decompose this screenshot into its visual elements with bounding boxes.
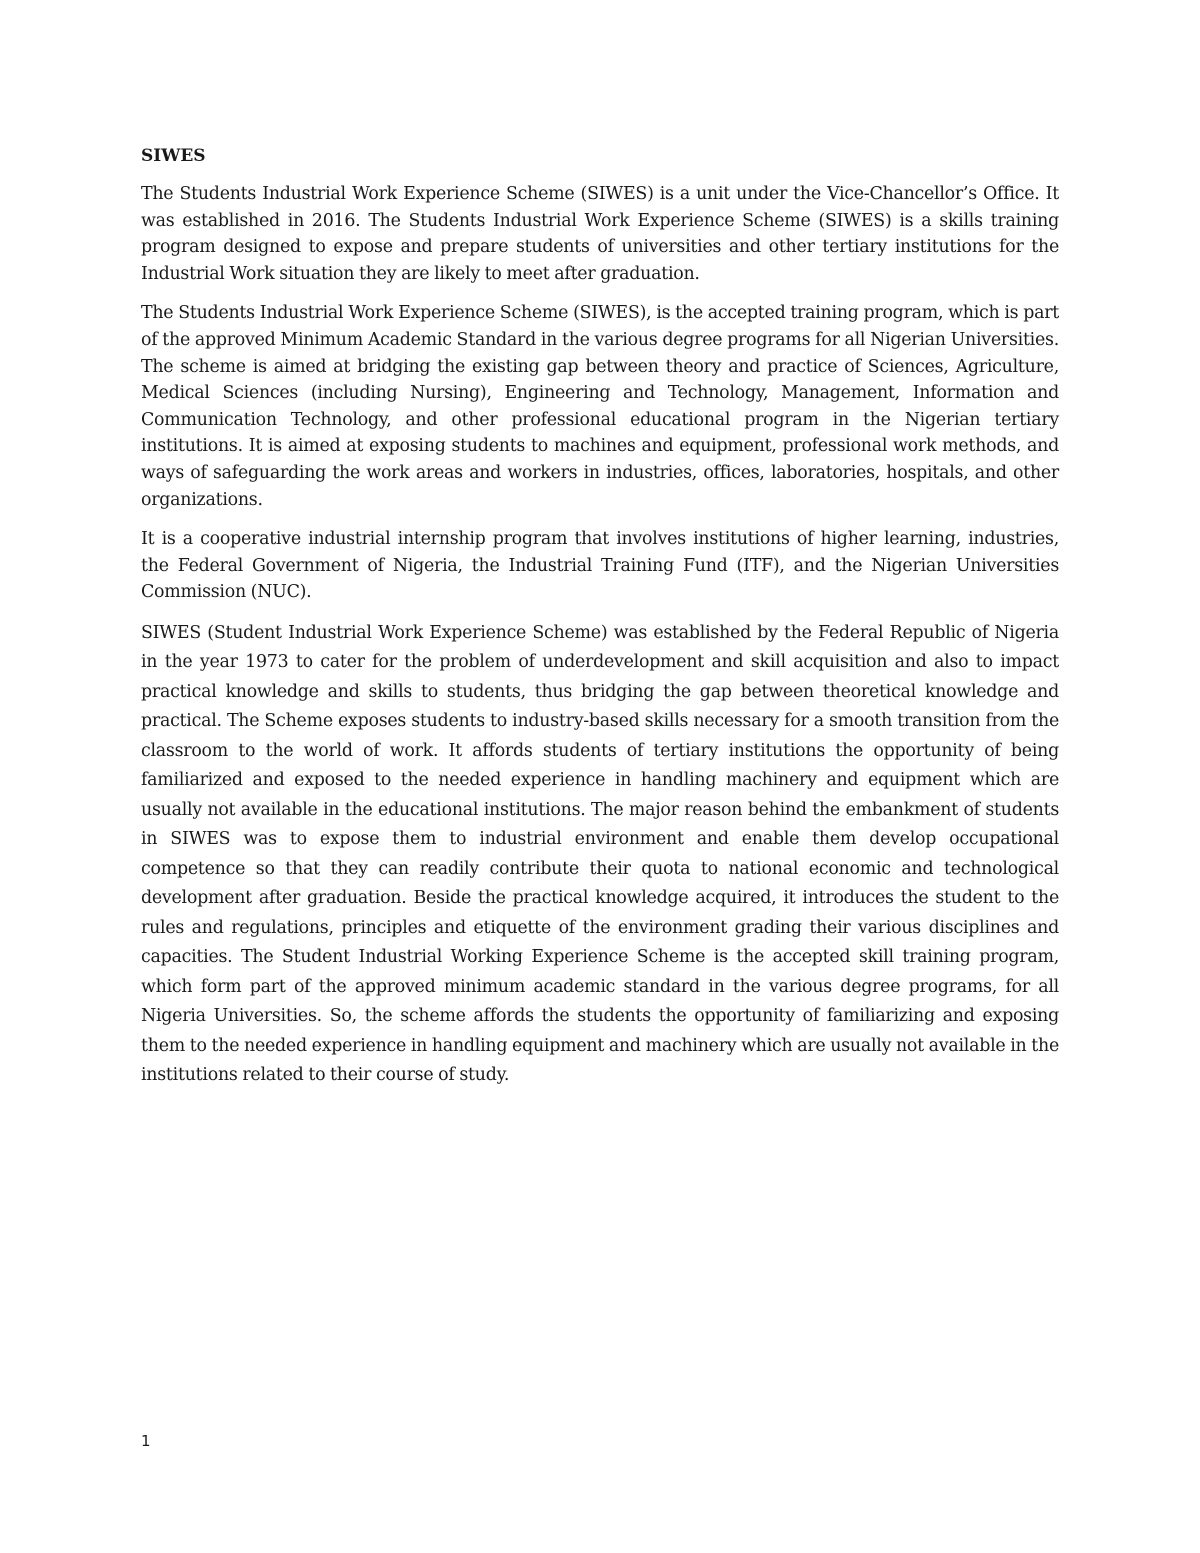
paragraph-history: SIWES (Student Industrial Work Experience Scheme) was established by the Federal Republic of Nigeria in the year 1973 to cater for the problem of underdevelopment and skill acquisition and also to impact practical knowledge and skills to students, thus bridging the gap between theoretical knowledge and practical. The Scheme exposes students to industry-based skills necessary for a smooth transition from the classroom to the world of work. It affords students of tertiary institutions the opportunity of being familiarized and exposed to the needed experience in handling machinery and equipment which are usually not available in the educational institutions. The major reason behind the embankment of students in SIWES was to expose them to industrial environment and enable them develop occupational competence so that they can readily contribute their quota to national economic and technological development after graduation. Beside the practical knowledge acquired, it introduces the student to the rules and regulations, principles and etiquette of the environment grading their various disciplines and capacities. The Student Industrial Working Experience Scheme is the accepted skill training program, which form part of the approved minimum academic standard in the various degree programs, for all Nigeria Universities. So, the scheme affords the students the opportunity of familiarizing and exposing them to the needed experience in handling equipment and machinery which are usually not available in the institutions related to their course of study. (141, 622, 1059, 1086)
section-heading: SIWES (141, 146, 206, 166)
paragraph-intro: The Students Industrial Work Experience Scheme (SIWES) is a unit under the Vice-Chancellor’s Office. It was established in 2016. The Students Industrial Work Experience Scheme (SIWES) is a skills training program designed to expose and prepare students of universities and other tertiary institutions for the Industrial Work situation they are likely to meet after graduation. (141, 184, 1059, 284)
document-body (141, 143, 1059, 1104)
page-number: 1 (141, 1432, 151, 1450)
paragraph-training-program: The Students Industrial Work Experience Scheme (SIWES), is the accepted training program, which is part of the approved Minimum Academic Standard in the various degree programs for all Nigerian Universities. The scheme is aimed at bridging the existing gap between theory and practice of Sciences, Agriculture, Medical Sciences (including Nursing), Engineering and Technology, Management, Information and Communication Technology, and other professional educational program in the Nigerian tertiary institutions. It is aimed at exposing students to machines and equipment, professional work methods, and ways of safeguarding the work areas and workers in industries, offices, laboratories, hospitals, and other organizations. (141, 303, 1059, 510)
paragraph-cooperative-internship: It is a cooperative industrial internship program that involves institutions of higher learning, industries, the Federal Government of Nigeria, the Industrial Training Fund (ITF), and the Nigerian Universities Commission (NUC). (141, 529, 1059, 603)
